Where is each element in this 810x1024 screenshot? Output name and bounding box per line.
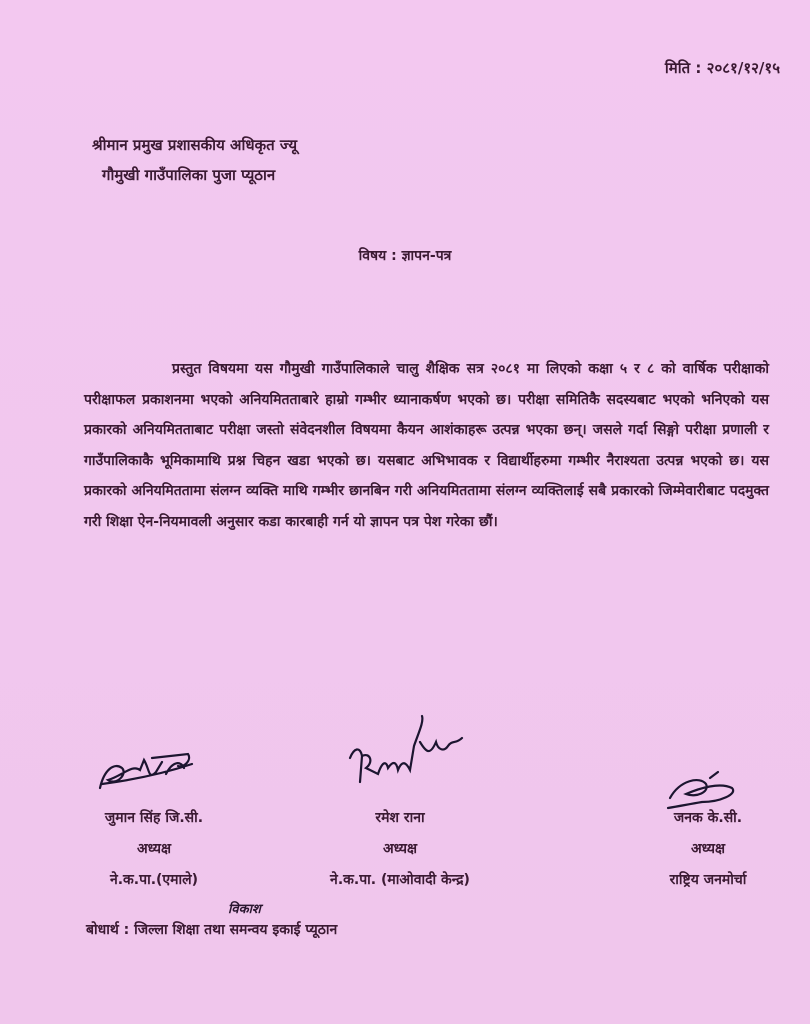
signatory-3-name: जनक के.सी. <box>673 810 743 826</box>
signature-2-handwritten <box>340 712 470 792</box>
addressee-title: श्रीमान प्रमुख प्रशासकीय अधिकृत ज्यू <box>92 136 298 154</box>
addressee-office: गौमुखी गाउँपालिका पुजा प्यूठान <box>102 166 276 184</box>
signatory-2 <box>300 803 500 896</box>
signatory-3-org: राष्ट्रिय जनमोर्चा <box>669 872 747 888</box>
signatory-1-name: जुमान सिंह जि.सी. <box>104 810 204 826</box>
signatory-2-org: ने.क.पा. (माओवादी केन्द्र) <box>330 872 470 888</box>
letter-subject: विषय : ज्ञापन-पत्र <box>358 248 452 264</box>
signatory-1 <box>64 803 244 896</box>
signatory-2-title: अध्यक्ष <box>382 841 418 857</box>
signature-1-handwritten <box>92 740 202 800</box>
signatory-3-title: अध्यक्ष <box>690 841 726 857</box>
letter-body: प्रस्तुत विषयमा यस गौमुखी गाउँपालिकाले चालु शैक्षिक सत्र २०८१ मा लिएको कक्षा ५ र ८ को वार्षिक परीक्षाको परीक्षाफल प्रकाशनमा भएको अनियमितताबारे हाम्रो गम्भीर ध्यानाकर्षण भएको छ। परीक्षा समितिकै सदस्यबाट भएको भनिएको यस प्रकारको अनियमितताबाट परीक्षा जस्तो संवेदनशील विषयमा कैयन आशंकाहरू उत्पन्न भएका छन्। जसले गर्दा सिङ्गो परीक्षा प्रणाली र गाउँपालिकाकै भूमिकामाथि प्रश्न चिहन खडा भएको छ। यसबाट अभिभावक र विद्यार्थीहरुमा गम्भीर नैराश्यता उत्पन्न भएको छ। यस प्रकारको अनियमिततामा संलग्न व्यक्ति माथि गम्भीर छानबिन गरी अनियमिततामा संलग्न व्यक्तिलाई सबै प्रकारको जिम्मेवारीबाट पदमुक्त गरी शिक्षा ऐन-नियमावली अनुसार कडा कारबाही गर्न यो ज्ञापन पत्र पेश गरेका छौं। <box>84 361 769 530</box>
cc-line: बोधार्थ : जिल्ला शिक्षा तथा समन्वय इकाई प्यूठान <box>86 922 338 938</box>
signatory-1-org: ने.क.पा.(एमाले) <box>109 872 199 888</box>
signatory-2-name: रमेश राना <box>375 810 425 826</box>
signatory-3 <box>628 803 788 896</box>
handwritten-insert: विकाश <box>228 902 261 917</box>
letter-date: मिति : २०८१/१२/१५ <box>664 59 780 77</box>
addressee-block <box>92 130 297 190</box>
signatory-1-title: अध्यक्ष <box>136 841 172 857</box>
